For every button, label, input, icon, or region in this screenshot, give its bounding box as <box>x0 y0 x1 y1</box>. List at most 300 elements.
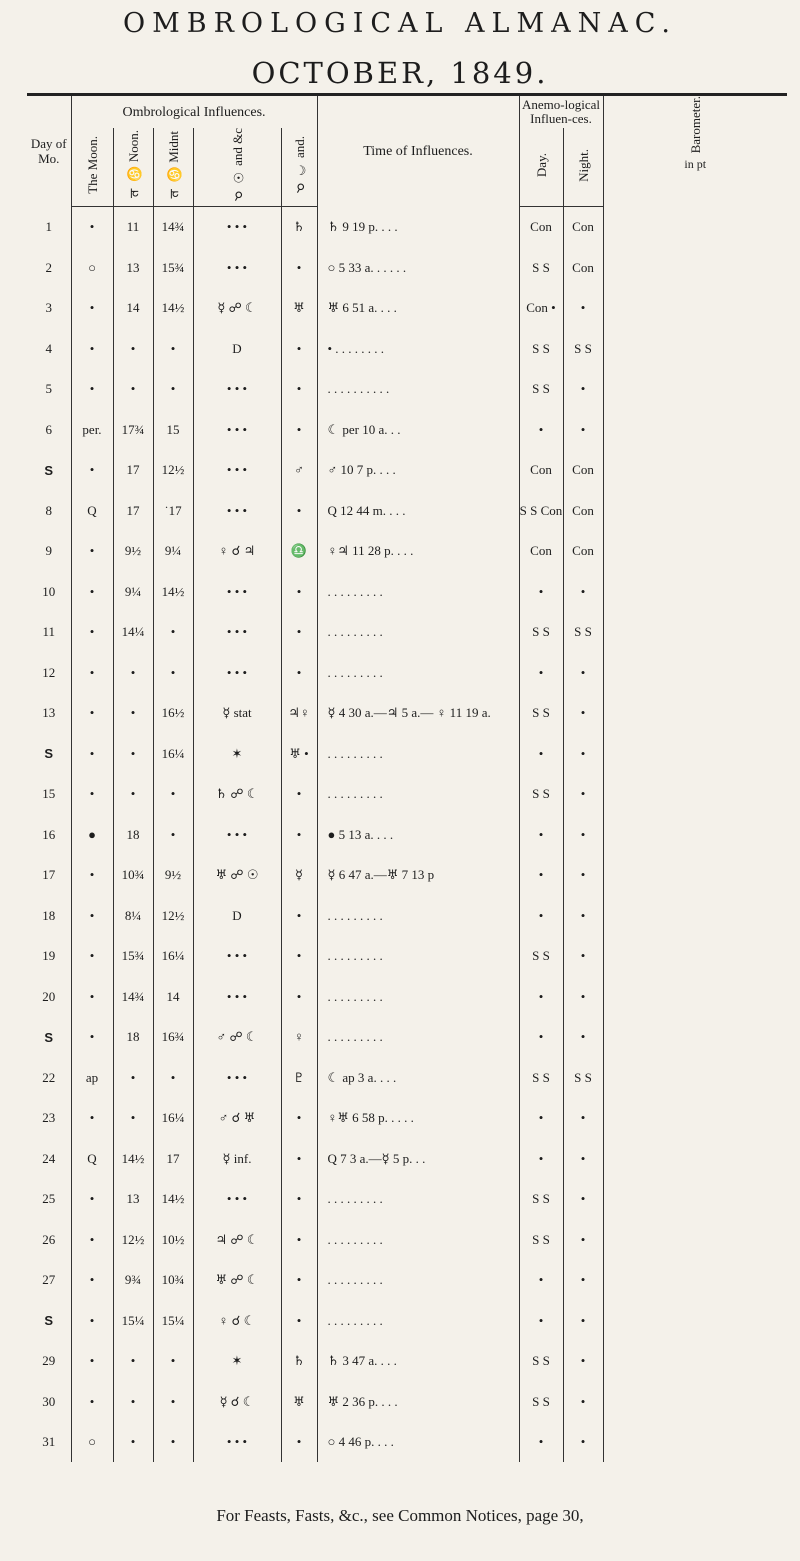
cell-barometer <box>603 1057 787 1098</box>
header-noon: ♃ ♋ Noon. <box>125 130 141 200</box>
header-midnight: ♃ ♋ Midnt <box>165 130 181 200</box>
cell-anemo-day: • <box>519 409 563 450</box>
cell-aspect: • • • <box>193 814 281 855</box>
cell-aspect: • • • <box>193 976 281 1017</box>
cell-barometer <box>603 1341 787 1382</box>
cell-moon: • <box>71 1017 113 1058</box>
cell-midnight: • <box>153 814 193 855</box>
cell-noon: 17 <box>113 490 153 531</box>
cell-time: ♅ 2 36 p. . . . <box>317 1381 519 1422</box>
cell-midnight: 17 <box>153 1138 193 1179</box>
cell-anemo-day: Con <box>519 207 563 248</box>
cell-anemo-night: S S <box>563 1057 603 1098</box>
cell-moon: • <box>71 1381 113 1422</box>
cell-conjunction: • <box>281 1138 317 1179</box>
cell-time: ○ 4 46 p. . . . <box>317 1422 519 1463</box>
cell-anemo-day: S S <box>519 369 563 410</box>
cell-aspect: • • • <box>193 652 281 693</box>
cell-aspect: ♄ ☍ ☾ <box>193 774 281 815</box>
cell-anemo-day: • <box>519 855 563 896</box>
cell-barometer <box>603 288 787 329</box>
cell-moon: • <box>71 1300 113 1341</box>
cell-time: Q 12 44 m. . . . <box>317 490 519 531</box>
cell-moon: • <box>71 733 113 774</box>
cell-time: . . . . . . . . . <box>317 936 519 977</box>
cell-anemo-night: Con <box>563 531 603 572</box>
cell-conjunction: ♎ <box>281 531 317 572</box>
cell-day: 30 <box>27 1381 71 1422</box>
cell-conjunction: • <box>281 1422 317 1463</box>
cell-conjunction: ☿ <box>281 855 317 896</box>
cell-barometer <box>603 733 787 774</box>
cell-time: ♀♅ 6 58 p. . . . . <box>317 1098 519 1139</box>
cell-barometer <box>603 693 787 734</box>
cell-midnight: • <box>153 652 193 693</box>
cell-noon: • <box>113 1341 153 1382</box>
cell-anemo-day: • <box>519 1138 563 1179</box>
cell-noon: • <box>113 652 153 693</box>
cell-moon: • <box>71 1341 113 1382</box>
cell-barometer <box>603 1138 787 1179</box>
cell-conjunction: • <box>281 976 317 1017</box>
cell-day: 20 <box>27 976 71 1017</box>
cell-barometer <box>603 1381 787 1422</box>
cell-noon: • <box>113 1057 153 1098</box>
cell-barometer <box>603 1017 787 1058</box>
cell-barometer <box>603 328 787 369</box>
cell-noon: • <box>113 1381 153 1422</box>
cell-day: 4 <box>27 328 71 369</box>
cell-midnight: • <box>153 774 193 815</box>
cell-anemo-day: • <box>519 1017 563 1058</box>
cell-anemo-day: S S <box>519 1179 563 1220</box>
cell-noon: 14¾ <box>113 976 153 1017</box>
cell-anemo-night: S S <box>563 612 603 653</box>
cell-conjunction: ♀ <box>281 1017 317 1058</box>
cell-midnight: 16¼ <box>153 936 193 977</box>
table-row <box>27 936 787 977</box>
cell-midnight: 14 <box>153 976 193 1017</box>
cell-anemo-night: • <box>563 1098 603 1139</box>
cell-moon: ap <box>71 1057 113 1098</box>
cell-noon: 9¾ <box>113 1260 153 1301</box>
cell-moon: • <box>71 1098 113 1139</box>
cell-anemo-night: • <box>563 1138 603 1179</box>
cell-anemo-night: Con <box>563 490 603 531</box>
cell-conjunction: • <box>281 490 317 531</box>
cell-midnight: • <box>153 612 193 653</box>
cell-anemo-day: S S <box>519 1381 563 1422</box>
cell-midnight: 14½ <box>153 571 193 612</box>
table-row <box>27 328 787 369</box>
cell-barometer <box>603 895 787 936</box>
cell-barometer <box>603 936 787 977</box>
cell-barometer <box>603 612 787 653</box>
cell-aspect: • • • <box>193 450 281 491</box>
cell-anemo-night: • <box>563 571 603 612</box>
cell-day: 12 <box>27 652 71 693</box>
cell-midnight: 16¼ <box>153 1098 193 1139</box>
cell-moon: • <box>71 1219 113 1260</box>
cell-aspect: ☿ stat <box>193 693 281 734</box>
cell-anemo-night: • <box>563 976 603 1017</box>
cell-conjunction: • <box>281 369 317 410</box>
cell-anemo-night: • <box>563 1179 603 1220</box>
cell-time: . . . . . . . . . <box>317 1300 519 1341</box>
cell-noon: 13 <box>113 247 153 288</box>
cell-conjunction: • <box>281 247 317 288</box>
cell-time: . . . . . . . . . <box>317 976 519 1017</box>
cell-aspect: ♂ ☍ ☾ <box>193 1017 281 1058</box>
cell-barometer <box>603 1422 787 1463</box>
cell-anemo-night: Con <box>563 450 603 491</box>
cell-time: ● 5 13 a. . . . <box>317 814 519 855</box>
cell-anemo-night: • <box>563 1219 603 1260</box>
cell-conjunction: ♅ <box>281 288 317 329</box>
cell-noon: 18 <box>113 1017 153 1058</box>
header-day: Day of Mo. <box>30 136 67 167</box>
cell-day: 5 <box>27 369 71 410</box>
cell-time: . . . . . . . . . <box>317 895 519 936</box>
cell-conjunction: • <box>281 895 317 936</box>
cell-noon: • <box>113 369 153 410</box>
cell-noon: • <box>113 774 153 815</box>
cell-aspect: ♀ ☌ ☾ <box>193 1300 281 1341</box>
cell-aspect: ☿ inf. <box>193 1138 281 1179</box>
cell-day: S <box>27 733 71 774</box>
cell-conjunction: • <box>281 1098 317 1139</box>
table-row <box>27 774 787 815</box>
cell-conjunction: ♅ <box>281 1381 317 1422</box>
cell-anemo-day: • <box>519 976 563 1017</box>
cell-noon: 17¾ <box>113 409 153 450</box>
cell-anemo-day: S S <box>519 1341 563 1382</box>
cell-anemo-night: • <box>563 1422 603 1463</box>
cell-anemo-night: Con <box>563 207 603 248</box>
table-row <box>27 976 787 1017</box>
table-row <box>27 1017 787 1058</box>
cell-aspect: ♅ ☍ ☾ <box>193 1260 281 1301</box>
cell-aspect: ♂ ☌ ♅ <box>193 1098 281 1139</box>
cell-anemo-day: Con <box>519 450 563 491</box>
cell-moon: Q <box>71 490 113 531</box>
cell-time: ☾ ap 3 a. . . . <box>317 1057 519 1098</box>
cell-noon: • <box>113 693 153 734</box>
cell-time: . . . . . . . . . <box>317 1260 519 1301</box>
cell-day: 3 <box>27 288 71 329</box>
cell-anemo-day: • <box>519 733 563 774</box>
header-moon: The Moon. <box>84 136 100 195</box>
cell-anemo-night: • <box>563 1381 603 1422</box>
table-row <box>27 1260 787 1301</box>
cell-anemo-day: • <box>519 1098 563 1139</box>
cell-time: . . . . . . . . . <box>317 571 519 612</box>
cell-midnight: 14¾ <box>153 207 193 248</box>
cell-conjunction: • <box>281 1300 317 1341</box>
cell-time: . . . . . . . . . <box>317 652 519 693</box>
cell-conjunction: • <box>281 774 317 815</box>
cell-conjunction: • <box>281 612 317 653</box>
cell-conjunction: ♃♀ <box>281 693 317 734</box>
table-row <box>27 1381 787 1422</box>
cell-aspect: • • • <box>193 490 281 531</box>
cell-anemo-day: Con <box>519 531 563 572</box>
cell-aspect: • • • <box>193 936 281 977</box>
cell-barometer <box>603 774 787 815</box>
cell-aspect: ✶ <box>193 1341 281 1382</box>
header-barometer: Barometer. <box>687 96 703 154</box>
cell-anemo-night: • <box>563 814 603 855</box>
cell-noon: 15¼ <box>113 1300 153 1341</box>
cell-barometer <box>603 531 787 572</box>
cell-time: • . . . . . . . . <box>317 328 519 369</box>
cell-day: 17 <box>27 855 71 896</box>
cell-time: ☾ per 10 a. . . <box>317 409 519 450</box>
table-row <box>27 207 787 248</box>
table-row <box>27 288 787 329</box>
cell-anemo-day: • <box>519 652 563 693</box>
cell-moon: Q <box>71 1138 113 1179</box>
cell-anemo-night: S S <box>563 328 603 369</box>
cell-anemo-day: • <box>519 814 563 855</box>
cell-time: Q 7 3 a.—☿ 5 p. . . <box>317 1138 519 1179</box>
cell-time: ○ 5 33 a. . . . . . <box>317 247 519 288</box>
cell-anemo-day: • <box>519 571 563 612</box>
cell-moon: • <box>71 571 113 612</box>
cell-day: 10 <box>27 571 71 612</box>
cell-midnight: 16¾ <box>153 1017 193 1058</box>
cell-midnight: • <box>153 1057 193 1098</box>
cell-anemo-night: • <box>563 733 603 774</box>
cell-noon: • <box>113 1098 153 1139</box>
cell-day: 29 <box>27 1341 71 1382</box>
cell-moon: • <box>71 328 113 369</box>
cell-moon: • <box>71 693 113 734</box>
cell-anemo-night: • <box>563 1260 603 1301</box>
cell-conjunction: • <box>281 571 317 612</box>
header-aspects: ☌ ☉ and &c <box>229 128 245 203</box>
cell-barometer <box>603 490 787 531</box>
cell-time: ♄ 9 19 p. . . . <box>317 207 519 248</box>
table-row <box>27 409 787 450</box>
cell-midnight: 15¾ <box>153 247 193 288</box>
table-row <box>27 1179 787 1220</box>
cell-anemo-night: • <box>563 895 603 936</box>
cell-moon: • <box>71 207 113 248</box>
cell-anemo-day: S S <box>519 774 563 815</box>
cell-aspect: ✶ <box>193 733 281 774</box>
table-row <box>27 1300 787 1341</box>
cell-day: 31 <box>27 1422 71 1463</box>
cell-day: S <box>27 450 71 491</box>
cell-time: ♀♃ 11 28 p. . . . <box>317 531 519 572</box>
cell-noon: 18 <box>113 814 153 855</box>
cell-anemo-day: S S <box>519 328 563 369</box>
cell-conjunction: • <box>281 409 317 450</box>
cell-conjunction: • <box>281 936 317 977</box>
cell-aspect: ☿ ☌ ☾ <box>193 1381 281 1422</box>
cell-moon: ○ <box>71 1422 113 1463</box>
table-row <box>27 1219 787 1260</box>
almanac-table <box>27 96 787 1462</box>
table-row <box>27 855 787 896</box>
cell-time: . . . . . . . . . <box>317 1219 519 1260</box>
cell-barometer <box>603 1300 787 1341</box>
almanac-title: OMBROLOGICAL ALMANAC. <box>122 8 678 39</box>
cell-day: 19 <box>27 936 71 977</box>
cell-midnight: 14½ <box>153 288 193 329</box>
table-row <box>27 693 787 734</box>
cell-barometer <box>603 1260 787 1301</box>
cell-midnight: 9¼ <box>153 531 193 572</box>
cell-noon: 9¼ <box>113 571 153 612</box>
table-row <box>27 1341 787 1382</box>
cell-barometer <box>603 855 787 896</box>
cell-moon: • <box>71 895 113 936</box>
cell-day: 25 <box>27 1179 71 1220</box>
cell-noon: • <box>113 328 153 369</box>
cell-day: 23 <box>27 1098 71 1139</box>
cell-midnight: 15 <box>153 409 193 450</box>
cell-noon: 11 <box>113 207 153 248</box>
cell-moon: ● <box>71 814 113 855</box>
footer-note: For Feasts, Fasts, &c., see Common Notices, page 30, <box>216 1506 584 1525</box>
cell-noon: 14 <box>113 288 153 329</box>
cell-midnight: 16½ <box>153 693 193 734</box>
cell-anemo-night: • <box>563 1300 603 1341</box>
cell-anemo-day: • <box>519 1422 563 1463</box>
cell-day: 2 <box>27 247 71 288</box>
cell-anemo-night: • <box>563 774 603 815</box>
cell-moon: • <box>71 1260 113 1301</box>
cell-aspect: ♅ ☍ ☉ <box>193 855 281 896</box>
cell-midnight: 10¾ <box>153 1260 193 1301</box>
cell-day: 6 <box>27 409 71 450</box>
cell-anemo-night: • <box>563 936 603 977</box>
table-row <box>27 612 787 653</box>
cell-midnight: • <box>153 1422 193 1463</box>
cell-moon: • <box>71 1179 113 1220</box>
cell-anemo-day: S S <box>519 693 563 734</box>
cell-day: S <box>27 1017 71 1058</box>
table-body <box>27 207 787 1463</box>
cell-conjunction: ♂ <box>281 450 317 491</box>
cell-time: ♄ 3 47 a. . . . <box>317 1341 519 1382</box>
header-anemological: Anemo-logical Influen-ces. <box>522 97 600 126</box>
cell-anemo-day: • <box>519 1260 563 1301</box>
cell-anemo-day: S S <box>519 1057 563 1098</box>
cell-barometer <box>603 450 787 491</box>
cell-midnight: 12½ <box>153 450 193 491</box>
cell-conjunction: • <box>281 328 317 369</box>
cell-day: 26 <box>27 1219 71 1260</box>
cell-anemo-night: • <box>563 369 603 410</box>
cell-day: 11 <box>27 612 71 653</box>
cell-day: 16 <box>27 814 71 855</box>
cell-moon: • <box>71 450 113 491</box>
cell-day: 27 <box>27 1260 71 1301</box>
cell-midnight: 14½ <box>153 1179 193 1220</box>
cell-moon: • <box>71 288 113 329</box>
cell-aspect: ♃ ☍ ☾ <box>193 1219 281 1260</box>
header-barometer-units: in pt <box>684 157 707 172</box>
cell-moon: • <box>71 976 113 1017</box>
cell-time: . . . . . . . . . <box>317 733 519 774</box>
cell-noon: 9½ <box>113 531 153 572</box>
cell-aspect: • • • <box>193 571 281 612</box>
cell-barometer <box>603 207 787 248</box>
cell-barometer <box>603 814 787 855</box>
table-row <box>27 1138 787 1179</box>
cell-noon: 13 <box>113 1179 153 1220</box>
cell-midnight: • <box>153 328 193 369</box>
cell-anemo-day: S S <box>519 612 563 653</box>
cell-conjunction: ♄ <box>281 1341 317 1382</box>
cell-midnight: 12½ <box>153 895 193 936</box>
cell-midnight: • <box>153 1381 193 1422</box>
cell-noon: 15¾ <box>113 936 153 977</box>
cell-conjunction: • <box>281 1219 317 1260</box>
cell-noon: 12½ <box>113 1219 153 1260</box>
cell-anemo-day: Con • <box>519 288 563 329</box>
cell-moon: • <box>71 531 113 572</box>
cell-day: 18 <box>27 895 71 936</box>
cell-midnight: • <box>153 369 193 410</box>
cell-time: . . . . . . . . . <box>317 612 519 653</box>
header-night-col: Night. <box>575 148 591 182</box>
cell-day: S <box>27 1300 71 1341</box>
cell-noon: • <box>113 1422 153 1463</box>
table-row <box>27 490 787 531</box>
cell-day: 8 <box>27 490 71 531</box>
cell-day: 22 <box>27 1057 71 1098</box>
cell-day: 15 <box>27 774 71 815</box>
cell-time: . . . . . . . . . . <box>317 369 519 410</box>
cell-noon: 8¼ <box>113 895 153 936</box>
cell-moon: • <box>71 612 113 653</box>
cell-aspect: ♀ ☌ ♃ <box>193 531 281 572</box>
cell-noon: 10¾ <box>113 855 153 896</box>
cell-moon: • <box>71 652 113 693</box>
cell-anemo-night: • <box>563 1017 603 1058</box>
cell-barometer <box>603 1098 787 1139</box>
cell-time: ☿ 4 30 a.—♃ 5 a.— ♀ 11 19 a. <box>317 693 519 734</box>
table-row <box>27 814 787 855</box>
cell-aspect: • • • <box>193 409 281 450</box>
header-ombrological: Ombrological Influences. <box>122 104 266 120</box>
cell-conjunction: • <box>281 1260 317 1301</box>
cell-time: ☿ 6 47 a.—♅ 7 13 p <box>317 855 519 896</box>
cell-time: . . . . . . . . . <box>317 774 519 815</box>
cell-aspect: • • • <box>193 247 281 288</box>
cell-noon: 14½ <box>113 1138 153 1179</box>
cell-barometer <box>603 409 787 450</box>
cell-aspect: D <box>193 328 281 369</box>
table-row <box>27 531 787 572</box>
cell-midnight: 9½ <box>153 855 193 896</box>
cell-day: 24 <box>27 1138 71 1179</box>
table-row <box>27 450 787 491</box>
cell-anemo-day: S S Con <box>519 490 563 531</box>
cell-barometer <box>603 1179 787 1220</box>
cell-barometer <box>603 571 787 612</box>
cell-anemo-day: S S <box>519 936 563 977</box>
cell-anemo-day: S S <box>519 247 563 288</box>
cell-aspect: • • • <box>193 207 281 248</box>
cell-aspect: ☿ ☍ ☾ <box>193 288 281 329</box>
cell-moon: • <box>71 855 113 896</box>
cell-moon: • <box>71 369 113 410</box>
